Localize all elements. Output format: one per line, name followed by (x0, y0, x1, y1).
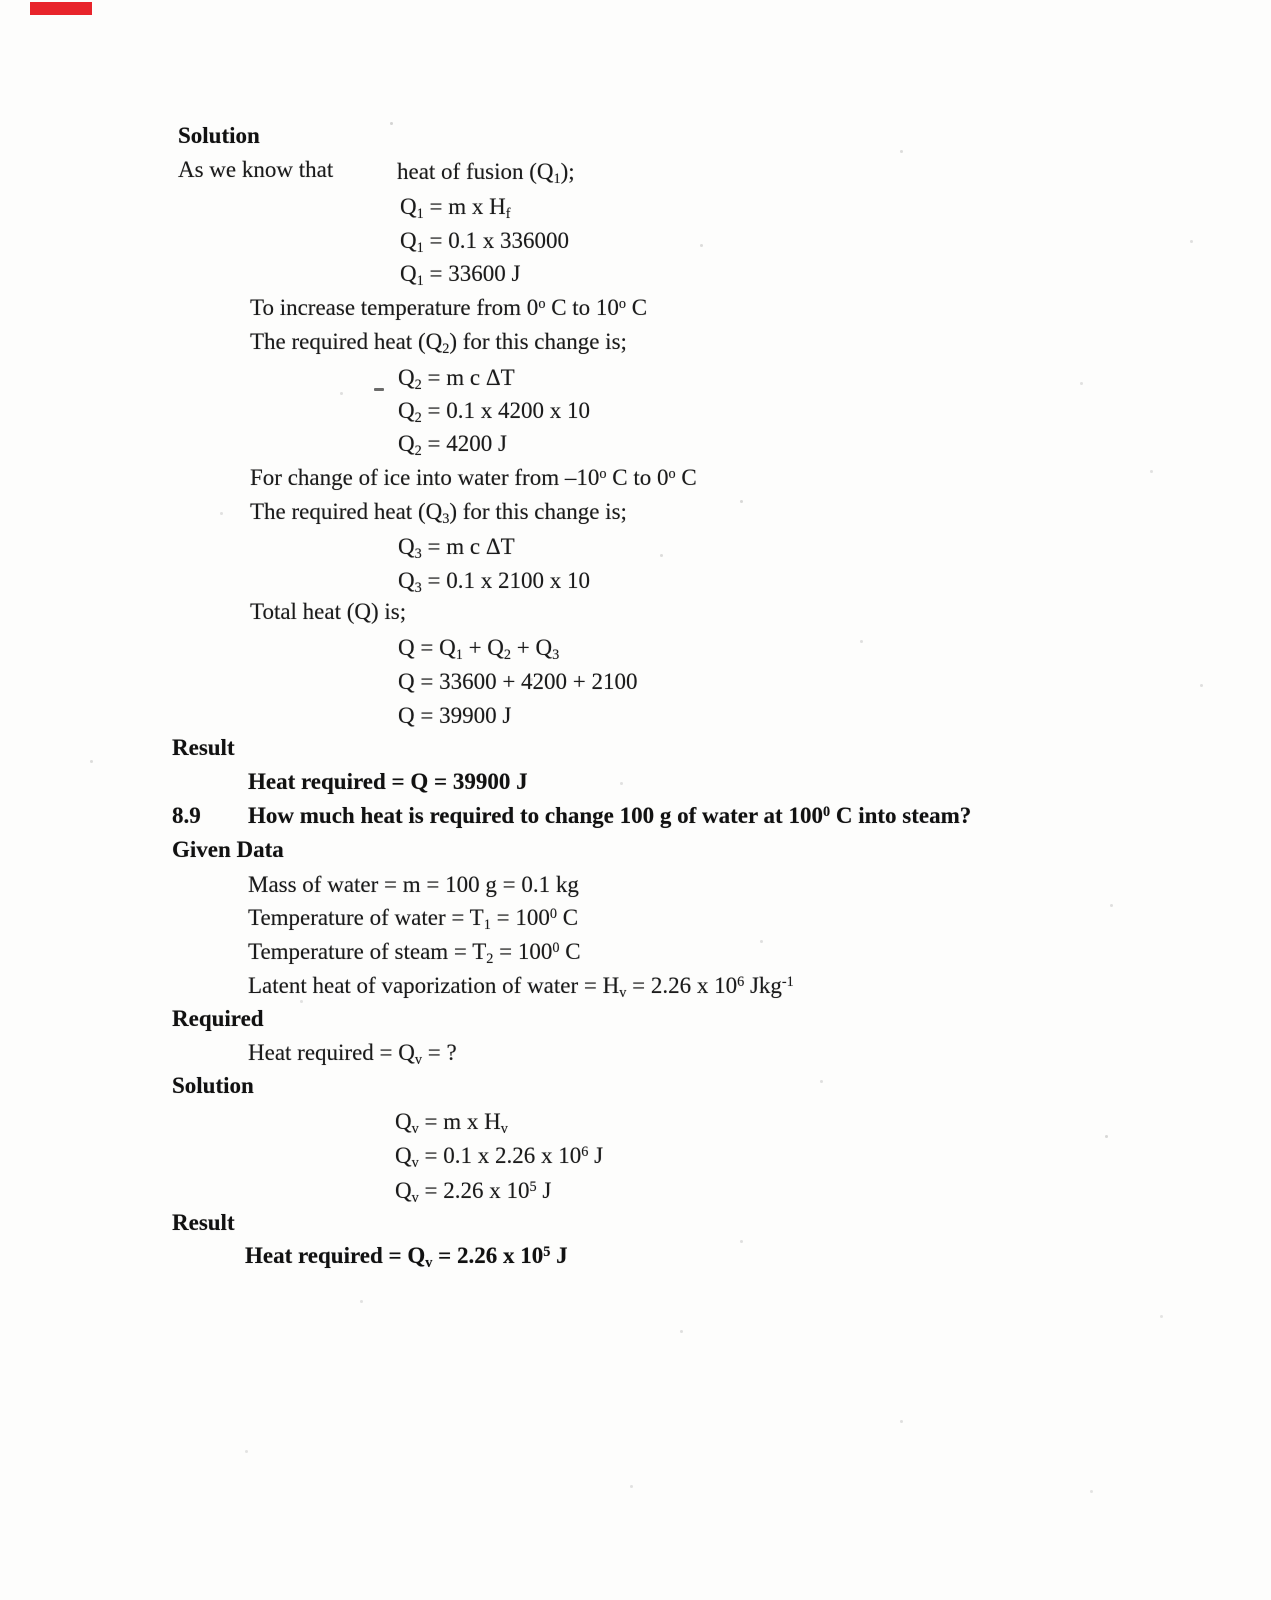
scan-dash-artifact (374, 388, 384, 391)
text-line: Heat required = $Q_v$ = ? (248, 1040, 457, 1068)
text-line: $Q_3 = 0.1$ x 2100 x 10 (398, 568, 590, 596)
red-scan-mark (30, 2, 92, 15)
heading-line: Solution (172, 1073, 254, 1098)
heading-line: 8.9 (172, 803, 201, 828)
heading-line: How much heat is required to change 100 g of water at $100^0$ C into steam? (248, 803, 972, 828)
scan-noise-specks (390, 122, 393, 125)
text-line: For change of ice into water from –10$^o$ C to 0$^o$ C (250, 465, 697, 490)
text-line: $Q_2 = 4200$ J (398, 431, 507, 459)
text-line: Q = 33600 + 4200 + 2100 (398, 669, 638, 694)
text-line: $Q = Q_1 + Q_2 + Q_3$ (398, 635, 560, 663)
text-line: $Q_1 = m$ x $H_f$ (400, 194, 511, 222)
text-line: $Q_v = 0.1$ x 2.26 x $10^6$ J (395, 1143, 604, 1171)
text-line: Total heat (Q) is; (250, 599, 407, 624)
text-line: The required heat $(Q_3)$ for this change is; (250, 499, 627, 527)
text-line: $Q_2 = m$ c ΔT (398, 365, 515, 393)
text-line: Temperature of water = $T_1 = 100^0$ C (248, 905, 579, 933)
heading-line: Result (172, 735, 235, 760)
text-line: Mass of water = m = 100 g = 0.1 kg (248, 872, 579, 897)
heading-line: Solution (178, 123, 260, 148)
text-line: $Q_v = 2.26$ x $10^5$ J (395, 1178, 552, 1206)
heading-line: Result (172, 1210, 235, 1235)
heading-line: Heat required = $Q_v = 2.26$ x $10^5$ J (245, 1243, 568, 1271)
heading-line: Given Data (172, 837, 284, 862)
text-line: $Q_1 = 33600$ J (400, 261, 521, 289)
text-line: The required heat $(Q_2)$ for this change is; (250, 329, 627, 357)
text-line: heat of fusion $(Q_1)$; (397, 159, 575, 187)
text-line: $Q_1 = 0.1$ x 336000 (400, 228, 569, 256)
text-line: Latent heat of vaporization of water = $H_v = 2.26$ x $10^6$ Jkg$^{-1}$ (248, 973, 794, 1001)
heading-line: Required (172, 1006, 264, 1031)
text-line: Q = 39900 J (398, 703, 512, 728)
text-line: Temperature of steam = $T_2 = 100^0$ C (248, 939, 581, 967)
text-line: To increase temperature from 0$^o$ C to 10$^o$ C (250, 295, 648, 320)
heading-line: Heat required = Q = 39900 J (248, 769, 528, 794)
text-line: $Q_2 = 0.1$ x 4200 x 10 (398, 398, 590, 426)
text-line: $Q_3 = m$ c ΔT (398, 534, 515, 562)
text-line: $Q_v = m$ x $H_v$ (395, 1109, 508, 1137)
text-line: As we know that (178, 157, 334, 182)
